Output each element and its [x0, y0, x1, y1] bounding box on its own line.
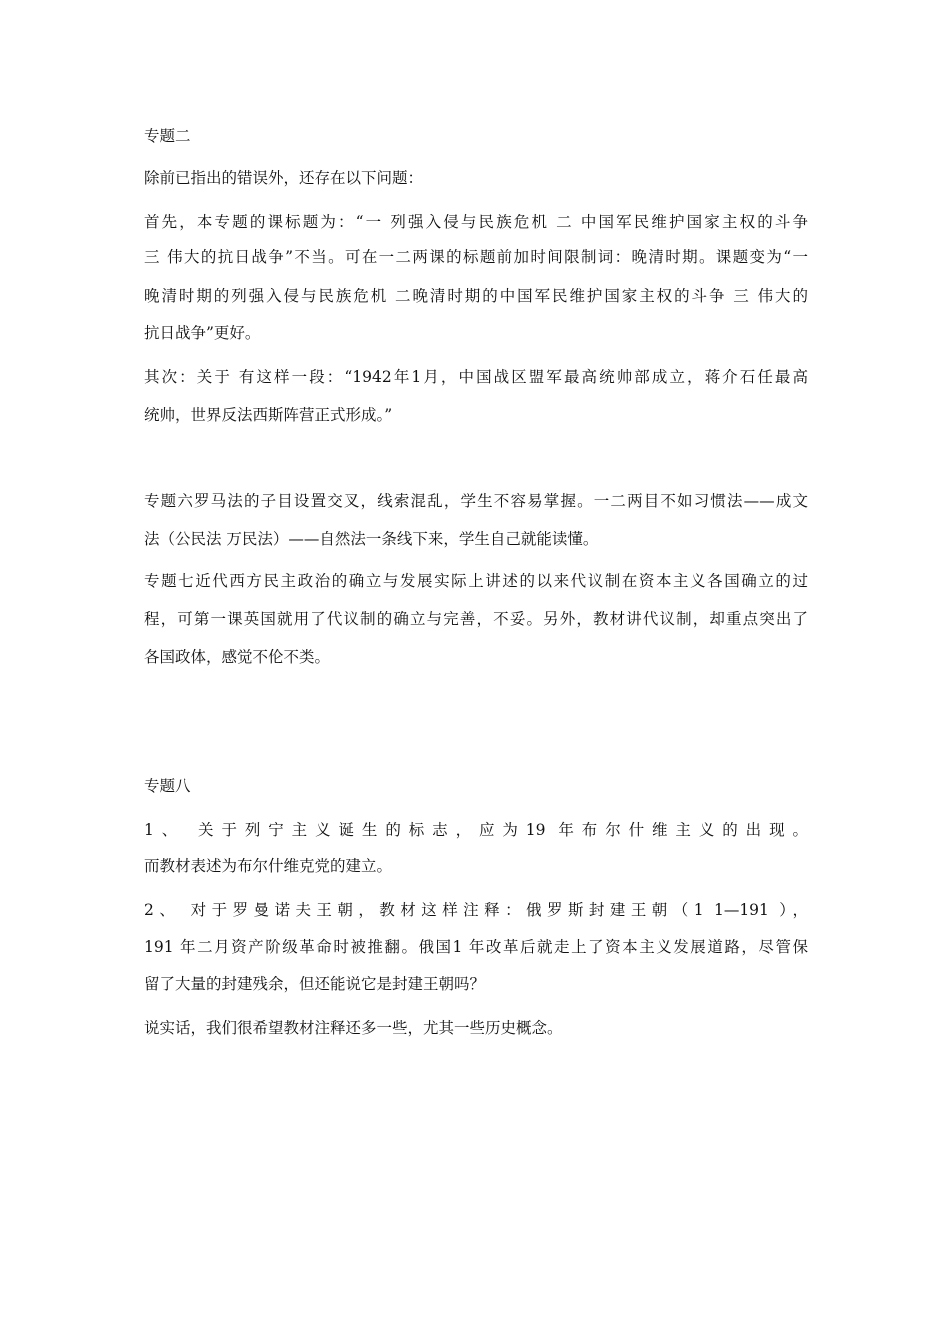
- section-2-intro: 除前已指出的错误外，还存在以下问题：: [144, 169, 424, 187]
- section-2-heading: 专题二: [144, 127, 191, 145]
- section-8-item2-line: 2、 对于罗曼诺夫王朝，教材这样注释：俄罗斯封建王朝（1 1—191 ），: [144, 901, 808, 919]
- section-8-item1-line: 1、 关于列宁主义诞生的标志，应为19 年布尔什维主义的出现。: [144, 821, 808, 839]
- section-7-para-line: 各国政体，感觉不伦不类。: [144, 648, 331, 666]
- section-6-para-line: 专题六罗马法的子目设置交叉，线索混乱，学生不容易掌握。一二两目不如习惯法——成文: [144, 492, 808, 510]
- section-2-para2-line: 统帅，世界反法西斯阵营正式形成。”: [144, 406, 393, 424]
- section-8-item2-line: 留了大量的封建残余，但还能说它是封建王朝吗？: [144, 975, 486, 993]
- section-2-para1-line: 首先，本专题的课标题为：“一 列强入侵与民族危机 二 中国军民维护国家主权的斗争: [144, 213, 808, 231]
- section-2-para1-line: 晚清时期的列强入侵与民族危机 二晚清时期的中国军民维护国家主权的斗争 三 伟大的: [144, 287, 808, 305]
- closing-remark: 说实话，我们很希望教材注释还多一些，尤其一些历史概念。: [144, 1019, 563, 1037]
- section-2-para1-line: 抗日战争”更好。: [144, 324, 261, 342]
- section-8-item1-line: 而教材表述为布尔什维克党的建立。: [144, 857, 393, 875]
- section-2-para1-line: 三 伟大的抗日战争”不当。可在一二两课的标题前加时间限制词：晚清时期。课题变为“一: [144, 248, 808, 266]
- section-2-para2-line: 其次：关于 有这样一段：“1942年1月，中国战区盟军最高统帅部成立，蒋介石任最高: [144, 368, 808, 386]
- section-8-heading: 专题八: [144, 777, 191, 795]
- section-7-para-line: 专题七近代西方民主政治的确立与发展实际上讲述的以来代议制在资本主义各国确立的过: [144, 572, 808, 590]
- section-8-item2-line: 191 年二月资产阶级革命时被推翻。俄国1 年改革后就走上了资本主义发展道路，尽管保: [144, 938, 808, 956]
- section-7-para-line: 程，可第一课英国就用了代议制的确立与完善，不妥。另外，教材讲代议制，却重点突出了: [144, 610, 808, 628]
- section-6-para-line: 法（公民法 万民法）——自然法一条线下来，学生自己就能读懂。: [144, 530, 599, 548]
